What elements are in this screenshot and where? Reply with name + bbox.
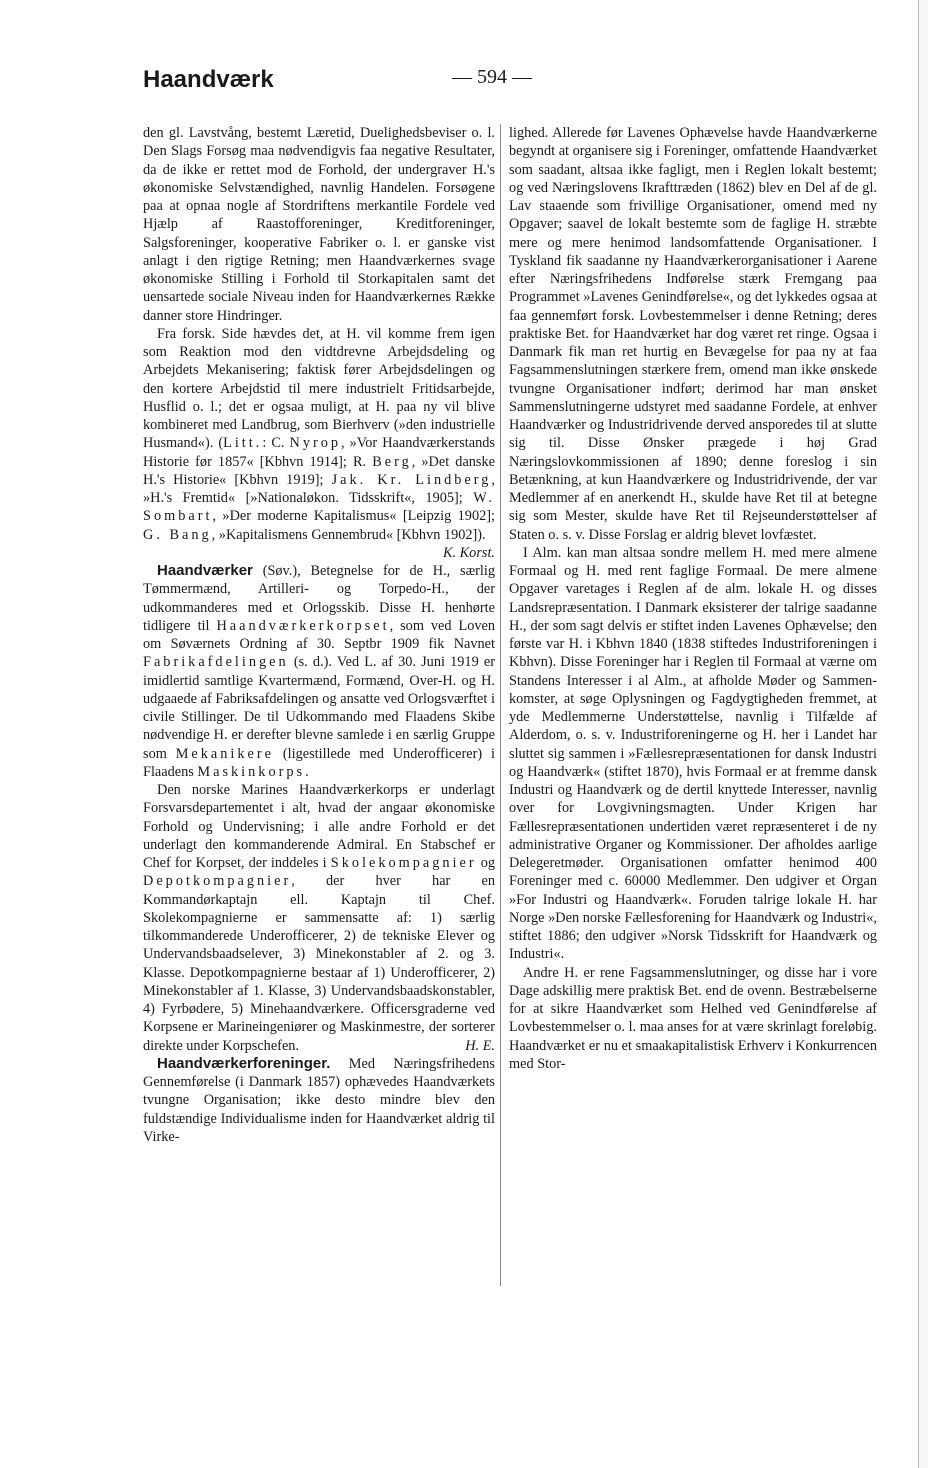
paragraph: I Alm. kan man altsaa sondre mellem H. med mere almene Formaal og H. med rent faglige Formaal. De mere almene Opgaver varetages i Reglen af de alm. lokale H. og disses Landsrepræsentation. I Danmark eksisterer der talrige saadanne H., der som sagt delvis er stiftet inden Lavenes Ophævelse; den første var H. i Kbhvn 1840 (1838 stiftedes Industriforeningen i Kbhvn). Disse Foreninger har i Reglen til Formaal at værne om Standens Interesser i al Alm., at afholde Møder og Sammenkomster, at søge Oplysningen og Fagdygtigheden fremmet, at yde Medlemmerne Understøttelse, navnlig i Tilfælde af Alderdom, o. s. v. Industriforeningerne og H. her i Landet har sluttet sig sammen i »Fællesrepræsentationen for dansk Industri og Haandværk« (stiftet 1870), hvis Formaal er at fremme dansk Industri og Haandværk og de dertil knyttede Interesser, navnlig over for Lovgivningsmagten. Under Krigen har Fællesrepræsentationen undertiden været repræsenteret i de ny administrative Organer og Kommissioner. Der afholdes aarlige Delegeretmøder. Organisationen omfatter henimod 400 Foreninger med c. 60000 Medlemmer. Den udgiver et Organ »For Industri og Haandværk«. Foruden talrige lokale H. har Norge »Den norske Fællesforening for Haandværk og Industri«, stiftet 1886; den udgiver »Norsk Tidsskrift for Haandværk og Industri«. bbox=[509, 544, 877, 963]
paragraph: Den norske Marines Haandværkerkorps er underlagt Forsvarsdepartementet i alt, hvad der angaar økonomiske Forhold og Undervisning; i alle andre Forhold er det underlagt den kommanderende Admiral. En Stabschef er Chef for Korpset, der inddeles i Skolekompagnier og Depotkompagnier, der hver har en Kommandørkaptajn ell. Kaptajn til Chef. Skolekompagnierne er sammensatte af: 1) særlig tilkommanderede Underofficerer, 2) de tekniske Elever og Undervandsbaadselever, 3) Minekonstabler af 2. og 3. Klasse. Depotkompagnierne bestaar af 1) Underofficerer, 2) Minekonstabler af 1. Klasse, 3) Undervandsbaadskonstabler, 4) Fyrbødere, 5) Minehaandværkere. Officersgraderne ved Korpsene er Marineingeniører og Maskinmestre, der sorterer direkte under Korpschefen. H. E. bbox=[143, 782, 496, 1054]
entry-haandvaerkerforeninger: Haandværkerforeninger. Med Næringsfrihedens Gennemførelse (i Danmark 1857) ophævedes Haandværkets tvungne Organisation; ikke desto mindre blev den fuldstændige Individualisme inden for Haandværket aldrig til Virke- bbox=[143, 1054, 495, 1145]
paragraph: Andre H. er rene Fagsammenslutninger, og disse har i vore Dage adskillig mere praktisk Bet. end de ovenn. Bestræbelserne for at sikre Haandværket som Helhed ved Genindførelse af Lovbestemmelser o. l. maa anses for at være skrinlagt foreløbig. Haandværket er nu et smaakapitalistisk Erhverv i Konkurrencen med Stor- bbox=[509, 964, 877, 1072]
page-edge bbox=[918, 0, 928, 1468]
author-signature: K. Korst. bbox=[442, 544, 495, 561]
paragraph: lighed. Allerede før Lavenes Ophævelse havde Haandværkerne begyndt at organisere sig i Foreninger, omfattende Haandværket som saadant, altsaa ikke fagligt, men i Reglen lokalt bestemt; og ved Næringslovens Ikrafttræden (1862) blev en Del af de gl. Lav staaende som frivillige Organisationer, omend med ny Opgaver; saavel de lokalt bestemte som de faglige H. stræbte mere og mere henimod landsomfattende Organisationer. I Tyskland fik saadanne ny Haandværkerorganisationer i Aarene efter Næringsfrihedens Indførelse stærk Fremgang paa Programmet »Lavenes Genindførelse«, og det lykkedes ogsaa at faa gennemført forsk. Lovbestemmelser i denne Retning; deres praktiske Bet. for Haandværket har dog været ret ringe. Ogsaa i Danmark fik man ret hurtig en Bevægelse for paa ny at faa Fagsammenslutningen stærkere frem, omend man ikke ønskede tvungne Organisationer indført; derimod har man ønsket Sammenslutningerne udstyret med saadanne Fordele, at enhver Haandværker og Industridrivende derved ansporedes til at slutte sig til. Disse Ønsker prægede i høj Grad Næringslovkommissionen af 1890; denne foreslog i sin Betænkning, at kun Haandværkere og Industridrivende, der var Medlemmer af en anerkendt H., skulde have Ret til at betegne sig som Mester, skulde have Ret til Rejseunderstøttelser af Staten o. s. v. Disse Forslag er aldrig blevet lovfæstet. bbox=[509, 125, 877, 543]
headword: Haandværker bbox=[157, 562, 253, 579]
entry-haandvaerker: Haandværker (Søv.), Betegnelse for de H., særlig Tømmermænd, Artilleri- og Torpedo-H., der udkommanderes med et Orlogsskib. Disse H. henhørte tidligere til Haandværkerkorpset, som ved Loven om Søværnets Ordning af 30. Septbr 1909 fik Navnet Fabrikafdelingen (s. d.). Ved L. af 30. Juni 1919 er imidlertid samtlige Kvartermænd, Formænd, Over-H. og H. udgaaede af Fabriksafdelingen og ansatte ved Orlogsværftet i civile Stillinger. De til Udkommando med Flaadens Skibe nødvendige H. er derefter blevne samlede i en særlig Gruppe som Mekanikere (ligestillede med Underofficerer) i Flaadens Maskinkorps. bbox=[143, 562, 496, 780]
paragraph: den gl. Lavstvång, bestemt Læretid, Duelighedsbeviser o. l. Den Slags Forsøg maa nødvendigvis faa negative Resultater, da de ikke er rettet mod de Forhold, der undergraver H.'s økonomiske Selvstændighed, navnlig Handelen. Forsøgene paa at opnaa nogle af Stordriftens merkantile Fordele ved Hjælp af Raastofforeninger, Kreditforeninger, Salgsforeninger, kooperative Fabriker o. l. er ganske vist anlagt i den rigtige Retning; men Haandværkernes svage økonomiske Stilling i Forhold til Storkapitalen samt det uensartede sociale Niveau inden for Haandværkernes Række danner store Hindringer. bbox=[143, 125, 495, 324]
column-divider bbox=[500, 124, 501, 1286]
paragraph: Fra forsk. Side hævdes det, at H. vil komme frem igen som Reaktion mod den vidtdrevne Arbejdsdeling og Arbejdets Mekanisering; faktisk fører Arbejdsdelingen og den kortere Arbejdstid til mere industrielt Fritidsarbejde, Husflid o. l.; det er ogsaa muligt, at H. paa ny vil blive kombineret med Landbrug, som Bierhverv (»den industrielle Husmand«). (Litt.: C. Nyrop, »Vor Haandværkerstands Historie før 1857« [Kbhvn 1914]; R. Berg, »Det danske H.'s Historie« [Kbhvn 1919]; Jak. Kr. Lindberg, »H.'s Fremtid« [»Nationaløkon. Tidsskrift«, 1905]; W. Sombart, »Der moderne Kapitalismus« [Leipzig 1902]; G. Bang, »Kapitalismens Gennembrud« [Kbhvn 1902]). bbox=[143, 325, 495, 543]
headword: Haandværkerforeninger. bbox=[157, 1054, 331, 1072]
author-signature: H. E. bbox=[465, 1037, 495, 1054]
left-column bbox=[143, 124, 495, 1146]
page-number: — 594 — bbox=[452, 66, 532, 88]
page-header-title: Haandværk bbox=[143, 66, 274, 93]
right-column bbox=[509, 124, 877, 1073]
